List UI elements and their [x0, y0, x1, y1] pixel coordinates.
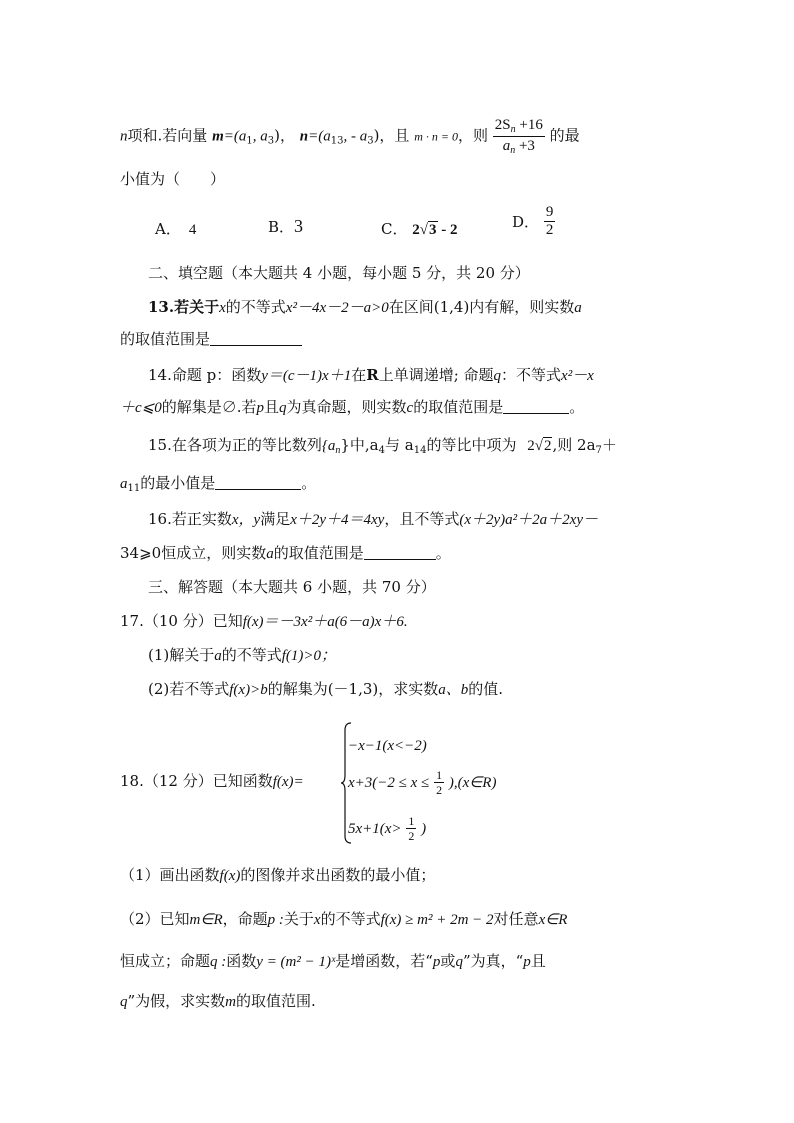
q13-line2: 的取值范围是: [120, 330, 302, 348]
option-a: A． 4: [155, 220, 197, 238]
q16-line1: 16.若正实数x，y满足x＋2y＋4＝4xy，且不等式(x＋2y)a²＋2a＋2xy－: [148, 510, 598, 528]
q18-part1: （1）画出函数f(x)的图像并求出函数的最小值；: [120, 866, 436, 884]
q12-fraction: $\frac{2S_n +16}{a_n +3}$: [494, 117, 543, 156]
q16-line2: 34⩾0恒成立，则实数a的取值范围是 。: [120, 544, 451, 562]
q14-line2: ＋c⩽0的解集是∅.若p且q为真命题，则实数c的取值范围是 。: [120, 398, 585, 416]
option-d: D． $\frac{9}{2}$: [512, 204, 554, 238]
q17-part1: (1)解关于a的不等式f(1)>0；: [148, 646, 337, 664]
q18-stem: 18.（12 分）已知函数f(x)=: [120, 772, 304, 790]
q18-part2-line2: 恒成立；命题q :函数y = (m² − 1)ˣ是增函数，若“p或q”为真，“p且: [120, 952, 546, 970]
q17-part2: (2)若不等式f(x)>b的解集为(－1,3)，求实数a、b的值.: [148, 680, 504, 698]
q13-line1: 13.若关于x的不等式x²－4x－2－a>0在区间(1,4)内有解，则实数a: [148, 298, 582, 316]
q18-case1: −x−1(x<−2): [348, 738, 427, 754]
q15-line2: $a_{11}$的最小值是 。: [120, 474, 317, 494]
option-c: C． 2√3 - 2: [381, 220, 458, 238]
section-3-heading: 三、解答题（本大题共 6 小题，共 70 分）: [148, 578, 436, 596]
option-b: B．3: [268, 216, 304, 236]
answer-blank[interactable]: [210, 331, 302, 346]
q12-line1: n项和.若向量 $m=(a_1$, $a_3$)， $n=(a_{13}$, - $a_3$)，且 m · n = 0，则 $\frac{2S_n +16}{a_n +3}$ 的最: [120, 117, 580, 156]
q18-case2: x+3(−2 ≤ x ≤ $\frac{1}{2}$ ),(x∈R): [348, 768, 497, 798]
q14-line1: 14.命题 p：函数y＝(c－1)x＋1在R上单调递增; 命题q：不等式x²－x: [148, 366, 594, 384]
q18-part2-line1: （2）已知m∈R，命题p :关于x的不等式f(x) ≥ m² + 2m − 2对任意x∈R: [120, 910, 568, 928]
q18-part2-line3: q”为假，求实数m的取值范围.: [120, 992, 316, 1010]
answer-blank[interactable]: [215, 475, 301, 490]
answer-blank[interactable]: [364, 545, 436, 560]
answer-blank[interactable]: [503, 399, 569, 414]
q17-stem: 17.（10 分）已知f(x)＝－3x²＋a(6－a)x＋6.: [120, 612, 408, 630]
q12-line2: 小值为（ ）: [120, 170, 226, 188]
section-2-heading: 二、填空题（本大题共 4 小题，每小题 5 分，共 20 分）: [148, 264, 530, 282]
q18-case3: 5x+1(x> $\frac{1}{2}$ ): [348, 814, 427, 844]
q15-line1: 15.在各项为正的等比数列$\{a_n\}$中$,a_4$与 $a_{14}$的等比中项为 2√2,则 $2a_7+$: [148, 436, 617, 456]
